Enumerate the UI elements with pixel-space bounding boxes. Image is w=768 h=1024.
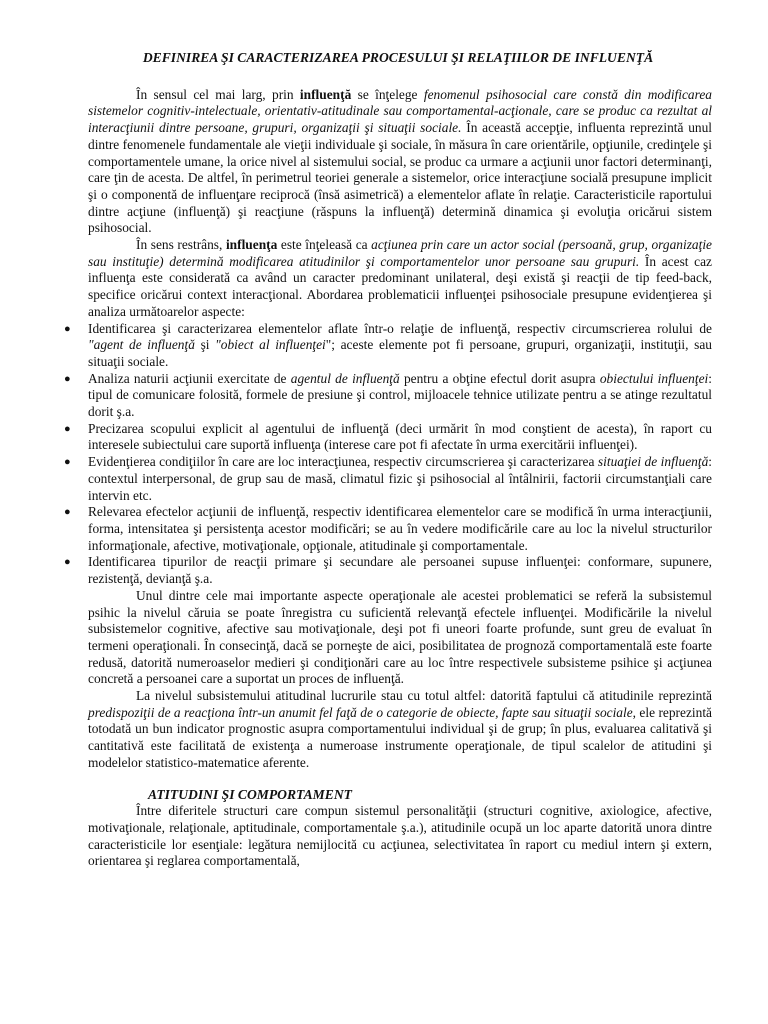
term-influence-narrow: influenţa: [225, 237, 278, 253]
list-item: ● Evidenţierea condiţiilor în care are loc interacţiunea, respectiv circumscrierea şi caracterizarea situaţiei de influenţă: contextul interpersonal, de grup sau de masă, climatul fizic şi psihosocial al întâlnirii, factorii circumstanţiali care intervin etc.: [64, 454, 712, 503]
bullet-icon: ●: [64, 456, 71, 469]
document-title: DEFINIREA ŞI CARACTERIZAREA PROCESULUI ŞI RELAŢIILOR DE INFLUENŢĂ: [142, 50, 654, 65]
list-item: ● Identificarea tipurilor de reacţii primare şi secundare ale persoanei supuse influenţei: conformare, supunere, rezistenţă, devianţă ş.a.: [64, 554, 712, 587]
list-item: ● Analiza naturii acţiunii exercitate de agentul de influenţă pentru a obţine efectul dorit asupra obiectului influenţei: tipul de comunicare folosită, formele de presiune şi control, mijloacele tehnice utilizate pentru a se atinge rezultatul dorit ş.a.: [64, 370, 712, 420]
attitude-definition: predispoziţii de a reacţiona într-un anumit fel faţă de o categorie de obiecte, fapte sau situaţii sociale: [88, 704, 633, 720]
term-influence: influenţă: [299, 86, 352, 102]
list-item: ● Identificarea şi caracterizarea elementelor aflate într-o relaţie de influenţă, respectiv circumscrierea rolului de "agent de influenţă şi "obiect al influenţei"; aceste elemente pot fi persoane, grupuri, organizaţii, instituţii, sau situaţii sociale.: [64, 320, 712, 369]
bullet-icon: ●: [64, 422, 71, 435]
list-item: ● Relevarea efectelor acţiunii de influenţă, respectiv identificarea elementelor care se modifică în urma interacţiunii, forma, intensitatea şi persistenţa acestor modificări; se au în vedere modificările care au loc la nivelul structurilor informaţionale, afective, motivaţionale, opţionale, atitudinale şi comportamentale.: [64, 504, 712, 553]
bullet-icon: ●: [64, 556, 71, 569]
section-title: ATITUDINI ŞI COMPORTAMENT: [148, 786, 352, 802]
paragraph-attitudinal-level: La nivelul subsistemului atitudinal lucrurile stau cu totul altfel: datorită faptului că atitudinile reprezintă predispoziţii de a reacţiona într-un anumit fel faţă de o categorie de obiecte, fapte sau situaţii sociale, ele reprezintă totodată un bun indicator prognostic asupra comportamentului individual şi de grup; în plus, evaluarea calitativă şi cantitativă este facilitată de existenţa a numeroase instrumente operaţionale, de tipul scalelor de atitudini şi modelelor statistico-matematice aferente.: [88, 688, 712, 770]
paragraph-influence-broad: În sensul cel mai larg, prin influenţă se înţelege fenomenul psihosocial care constă din modificarea sistemelor cognitiv-intelectuale, orientativ-atitudinale sau comportamental-acţionale, care se produc ca rezultat al interacţiunii dintre persoane, grupuri, organizaţii şi situaţii sociale. În această accepţie, influenta reprezintă unul dintre fenomenele fundamentale ale vieţii individuale şi sociale, în măsura în care orientările, opţiunile, credinţele şi comportamentele umane, la orice nivel al sistemului social, se produc ca urmare a acţiunii unor factori determinanţi, care ţin de acesta. De altfel, în perimetrul teoriei generale a sistemelor, orice interacţiune socială presupune implicit şi o componentă de influenţare reciprocă (însă asimetrică) a elementelor aflate în relaţie. Caracteristicile raportului dintre acţiune (influenţă) şi reacţiune (răspuns la influenţă) determină dinamica şi evoluţia oricărui sistem psihosocial.: [88, 86, 712, 236]
aspects-list: [64, 320, 712, 588]
paragraph-personality-structures: Între diferitele structuri care compun sistemul personalităţii (structuri cognitive, axiologice, afective, motivaţionale, relaţionale, aptitudinale, comportamentale ş.a.), atitudinile ocupă un loc aparte datorită unora dintre caracteristicile lor esenţiale: legătura nemijlocită cu acţiunea, selectivitatea în raport cu mediul intern şi extern, orientarea şi reglarea comportamentală,: [88, 803, 712, 869]
bullet-icon: ●: [64, 506, 71, 519]
paragraph-operational-aspects: Unul dintre cele mai importante aspecte operaţionale ale acestei problematici se referă la subsistemul psihic la nivelul căruia se poate înregistra cu suficientă relevanţă efectele influenţei. Modificările la nivelul subsistemelor cognitive, afective sau motivaţionale, deşi pot fi uneori foarte profunde, sunt greu de evaluat în termeni operaţionali. În consecinţă, dacă se porneşte de aici, posibilitatea de prognoză comportamentală este foarte redusă, datorită numeroaselor medieri şi condiţionări care au loc între respectivele subsisteme psihice şi acţiunea concretă a persoanei care a suportat un proces de influenţă.: [88, 587, 712, 687]
definition-narrow: acţiunea prin care un actor social (persoană, grup, organizaţie sau instituţie) determină modificarea atitudinilor şi comportamentelor unor persoane sau grupuri.: [88, 237, 712, 269]
bullet-icon: ●: [64, 322, 71, 335]
bullet-icon: ●: [64, 372, 71, 385]
list-item: ● Precizarea scopului explicit al agentului de influenţă (deci urmărit în mod conştient de acesta), în raport cu interesele subiectului care suportă influenţa (interese care pot fi afectate în urma exercitării influenţei).: [64, 420, 712, 453]
paragraph-influence-narrow: În sens restrâns, influenţa este înţeleasă ca acţiunea prin care un actor social (persoană, grup, organizaţie sau instituţie) determină modificarea atitudinilor şi comportamentelor unor persoane sau grupuri. În acest caz influenţa este considerată ca având un caracter predominant unilateral, deşi există şi reacţii de tip feed-back, specifice oricărui context interacţional. Abordarea problematicii influenţei psihosociale presupune evidenţierea şi analiza următoarelor aspecte:: [88, 237, 712, 319]
definition-broad: fenomenul psihosocial care constă din modificarea sistemelor cognitiv-intelectuale, orientativ-atitudinale sau comportamental-acţionale, care se produc ca rezultat al interacţiunii dintre persoane, grupuri, organizaţii şi situaţii sociale.: [88, 86, 712, 136]
